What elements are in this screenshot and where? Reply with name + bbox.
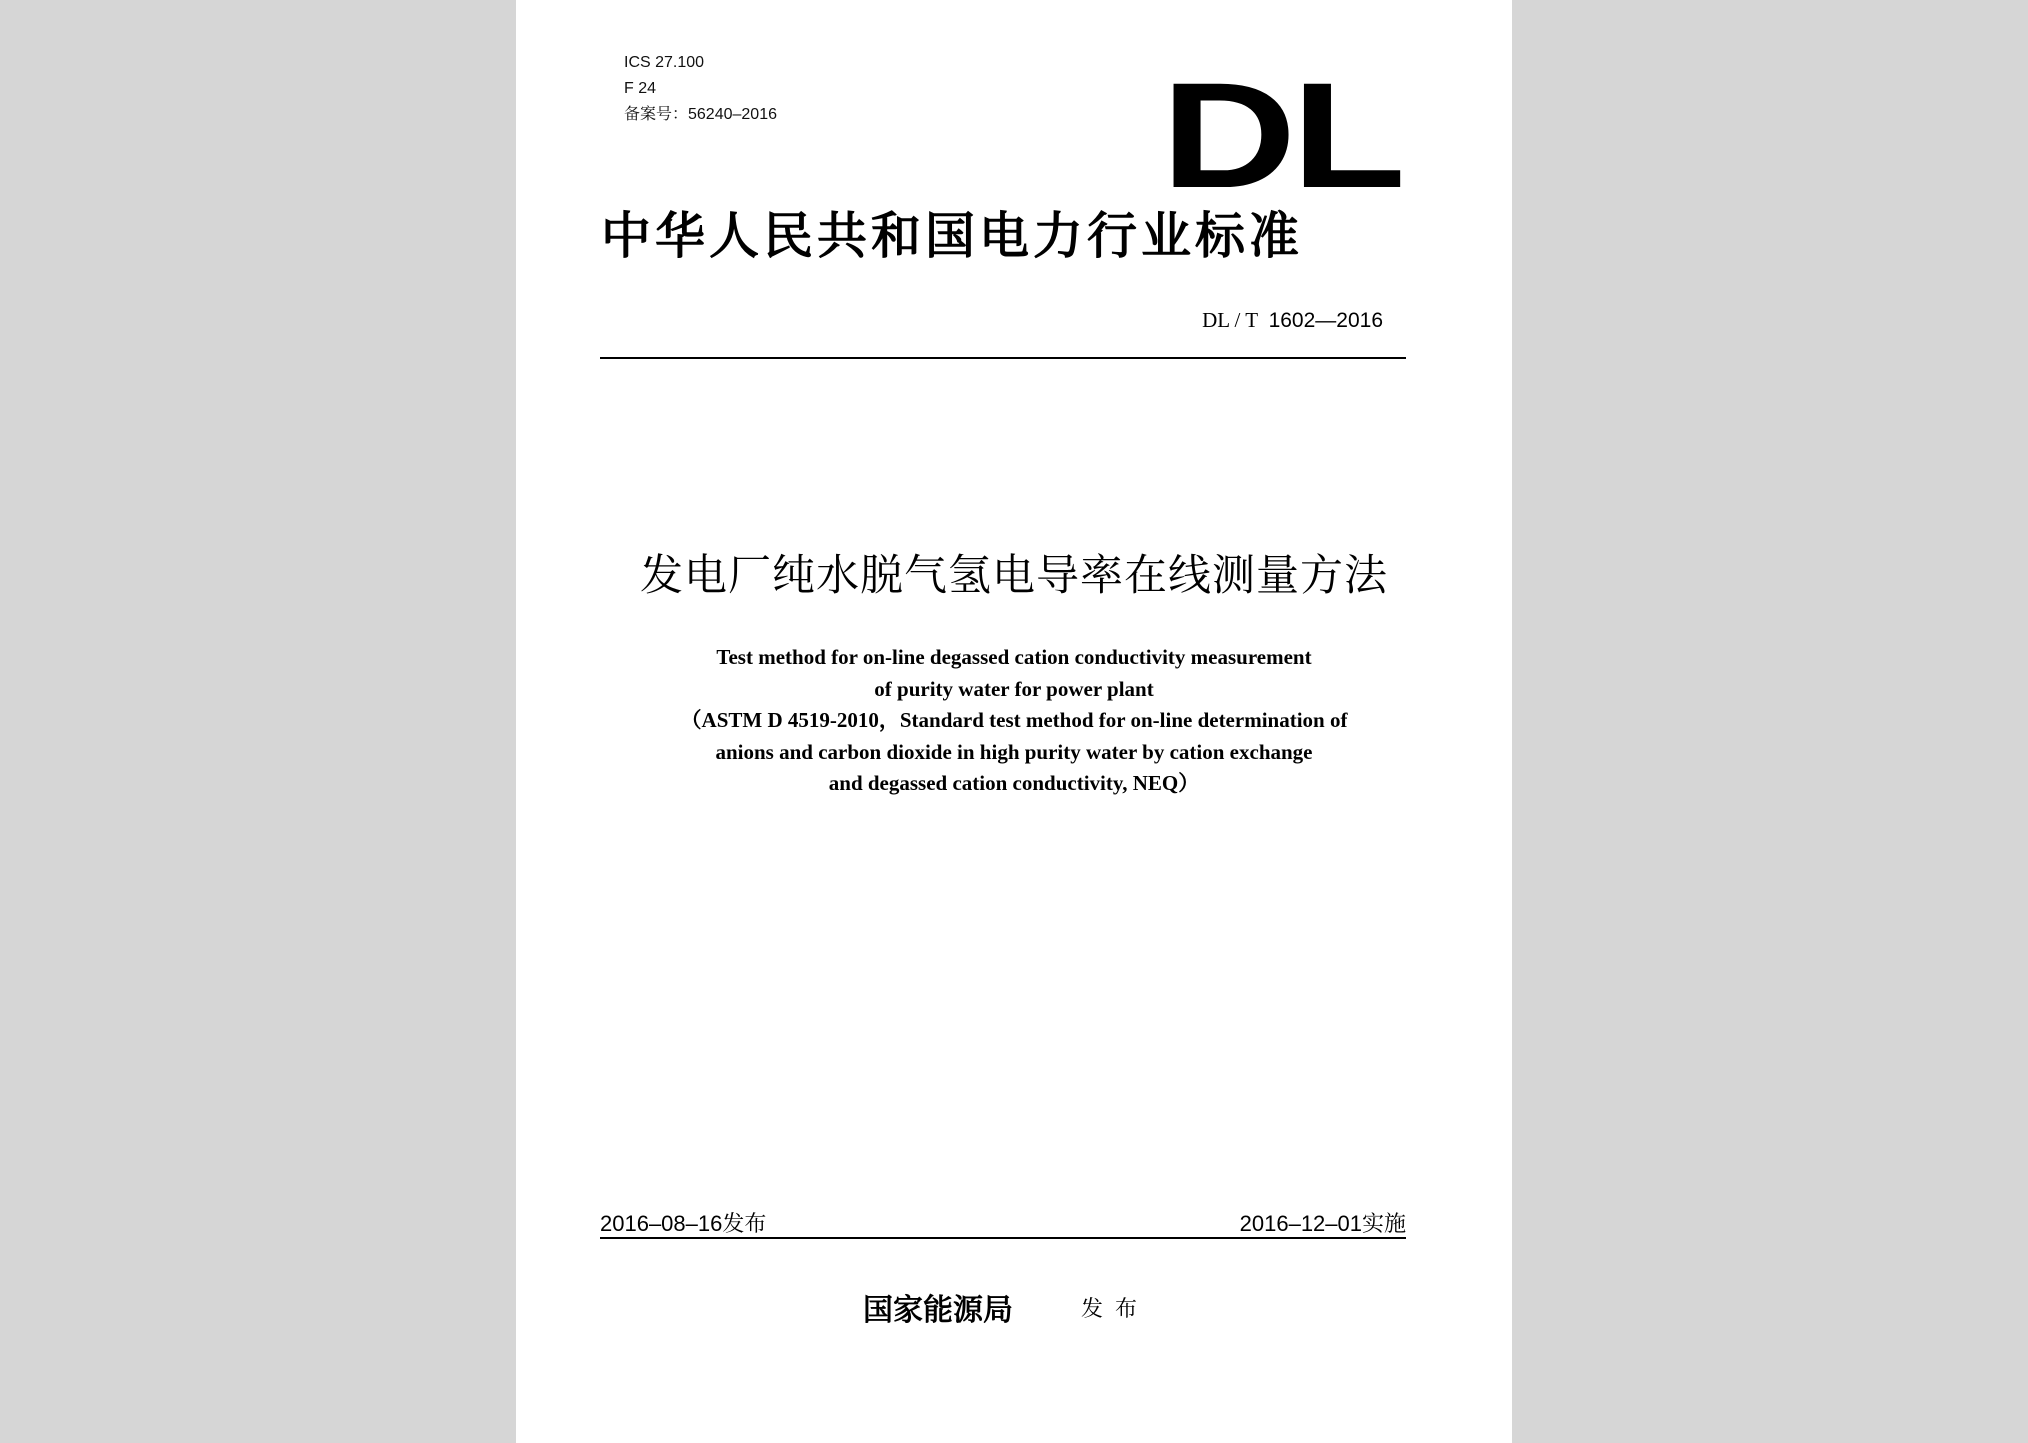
bottom-divider xyxy=(600,1237,1406,1239)
record-number: 备案号：56240–2016 xyxy=(624,106,777,123)
document-meta xyxy=(624,50,777,128)
title-english-line: of purity water for power plant xyxy=(874,676,1154,701)
title-english-line: anions and carbon dioxide in high purity water by cation exchange xyxy=(715,739,1313,764)
title-english-line: （ASTM D 4519-2010，Standard test method for on-line determination of xyxy=(680,708,1348,732)
implementation-date: 2016–12–01实施 xyxy=(1239,1211,1406,1236)
issuer-action: 发布 xyxy=(1081,1297,1150,1322)
top-divider xyxy=(600,357,1406,359)
title-english-line: and degassed cation conductivity, NEQ） xyxy=(828,771,1200,795)
standard-prefix: DL / T xyxy=(1202,308,1259,332)
standard-number xyxy=(1202,308,1383,333)
standard-code: 1602—2016 xyxy=(1268,309,1383,332)
issuer-name: 国家能源局 xyxy=(863,1293,1013,1328)
title-chinese: 发电厂纯水脱气氢电导率在线测量方法 xyxy=(640,551,1388,601)
issue-date: 2016–08–16发布 xyxy=(600,1211,767,1236)
title-english-line: Test method for on-line degassed cation conductivity measurement xyxy=(716,645,1312,669)
document-page xyxy=(516,0,1512,1443)
classification-code: F 24 xyxy=(624,80,657,97)
ics-code: ICS 27.100 xyxy=(624,54,705,71)
org-title: 中华人民共和国电力行业标准 xyxy=(601,206,1303,265)
dl-logo: DL xyxy=(1161,51,1401,219)
title-english xyxy=(516,642,1512,800)
